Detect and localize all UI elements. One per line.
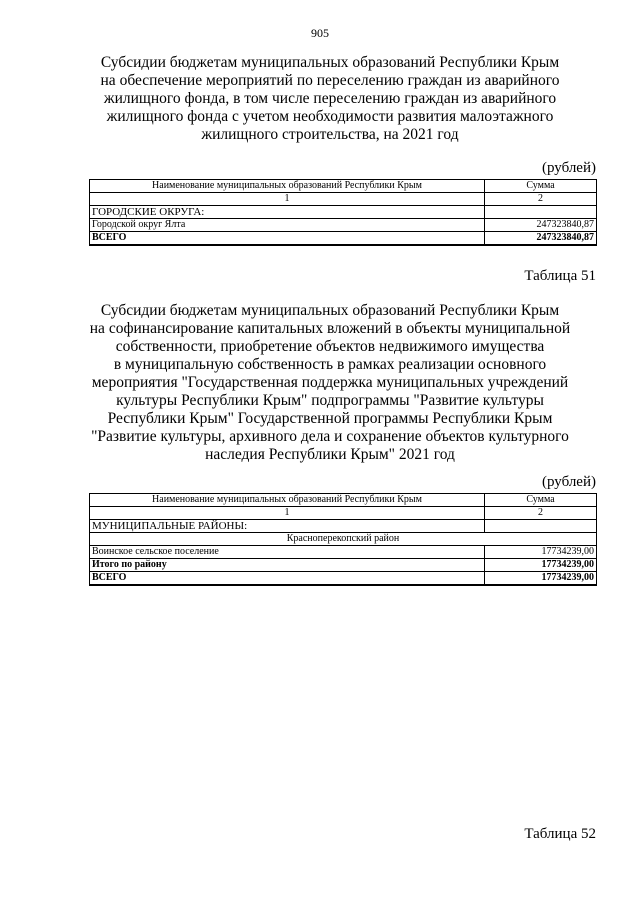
empty-cell: [485, 206, 597, 219]
title-line: на софинансирование капитальных вложений в объекты муниципальной: [89, 320, 571, 337]
title-line: Республики Крым" Государственной программы Республики Крым: [107, 410, 553, 427]
title-line: культуры Республики Крым" подпрограммы "Развитие культуры: [116, 392, 544, 409]
subtotal-sum: 17734239,00: [485, 559, 597, 572]
district-row: [90, 533, 597, 546]
unit-label: (рублей): [541, 160, 596, 176]
title-line: жилищного фонда с учетом необходимости развития малоэтажного: [106, 108, 554, 125]
subtotal-row: [90, 559, 597, 572]
column-number: 1: [90, 507, 485, 520]
title-line: наследия Республики Крым" 2021 год: [205, 446, 455, 463]
header-name: Наименование муниципальных образований Республики Крым: [90, 494, 485, 507]
unit-label: (рублей): [541, 474, 596, 490]
empty-cell: [485, 520, 597, 533]
column-number-row: [90, 193, 597, 206]
title-line: жилищного строительства, на 2021 год: [201, 126, 459, 143]
group-label: МУНИЦИПАЛЬНЫЕ РАЙОНЫ:: [90, 520, 485, 533]
subsidy-table-1: [89, 179, 597, 246]
row-sum: 17734239,00: [485, 546, 597, 559]
title-line: "Развитие культуры, архивного дела и сохранение объектов культурного: [91, 428, 569, 445]
table-row: [90, 546, 597, 559]
total-sum: 17734239,00: [485, 572, 597, 586]
group-label: ГОРОДСКИЕ ОКРУГА:: [90, 206, 485, 219]
header-sum: Сумма: [485, 180, 597, 193]
title-line: Субсидии бюджетам муниципальных образований Республики Крым: [100, 302, 560, 319]
subsidy-table-2: [89, 493, 597, 586]
table-row: [90, 219, 597, 232]
row-sum: 247323840,87: [485, 219, 597, 232]
table-number-label: Таблица 51: [524, 268, 596, 284]
total-row: [90, 232, 597, 246]
title-line: мероприятия "Государственная поддержка муниципальных учреждений: [91, 374, 569, 391]
title-line: Субсидии бюджетам муниципальных образований Республики Крым: [100, 54, 560, 71]
district-label: Красноперекопский район: [90, 533, 597, 546]
group-row: [90, 206, 597, 219]
column-number: 2: [485, 507, 597, 520]
title-line: жилищного фонда, в том числе переселению граждан из аварийного: [103, 90, 557, 107]
total-sum: 247323840,87: [485, 232, 597, 246]
section1-title: [70, 54, 590, 144]
group-row: [90, 520, 597, 533]
subtotal-name: Итого по району: [90, 559, 485, 572]
column-number: 1: [90, 193, 485, 206]
column-number-row: [90, 507, 597, 520]
header-sum: Сумма: [485, 494, 597, 507]
total-row: [90, 572, 597, 586]
title-line: в муниципальную собственность в рамках реализации основного: [113, 356, 547, 373]
table-header-row: [90, 180, 597, 193]
table-header-row: [90, 494, 597, 507]
page-number: 905: [311, 26, 329, 40]
row-name: Городской округ Ялта: [90, 219, 485, 232]
total-name: ВСЕГО: [90, 572, 485, 586]
section2-title: [70, 302, 590, 464]
header-name: Наименование муниципальных образований Республики Крым: [90, 180, 485, 193]
title-line: на обеспечение мероприятий по переселению граждан из аварийного: [100, 72, 560, 89]
title-line: собственности, приобретение объектов недвижимого имущества: [115, 338, 545, 355]
total-name: ВСЕГО: [90, 232, 485, 246]
column-number: 2: [485, 193, 597, 206]
row-name: Воинское сельское поселение: [90, 546, 485, 559]
table-number-label: Таблица 52: [524, 826, 596, 842]
